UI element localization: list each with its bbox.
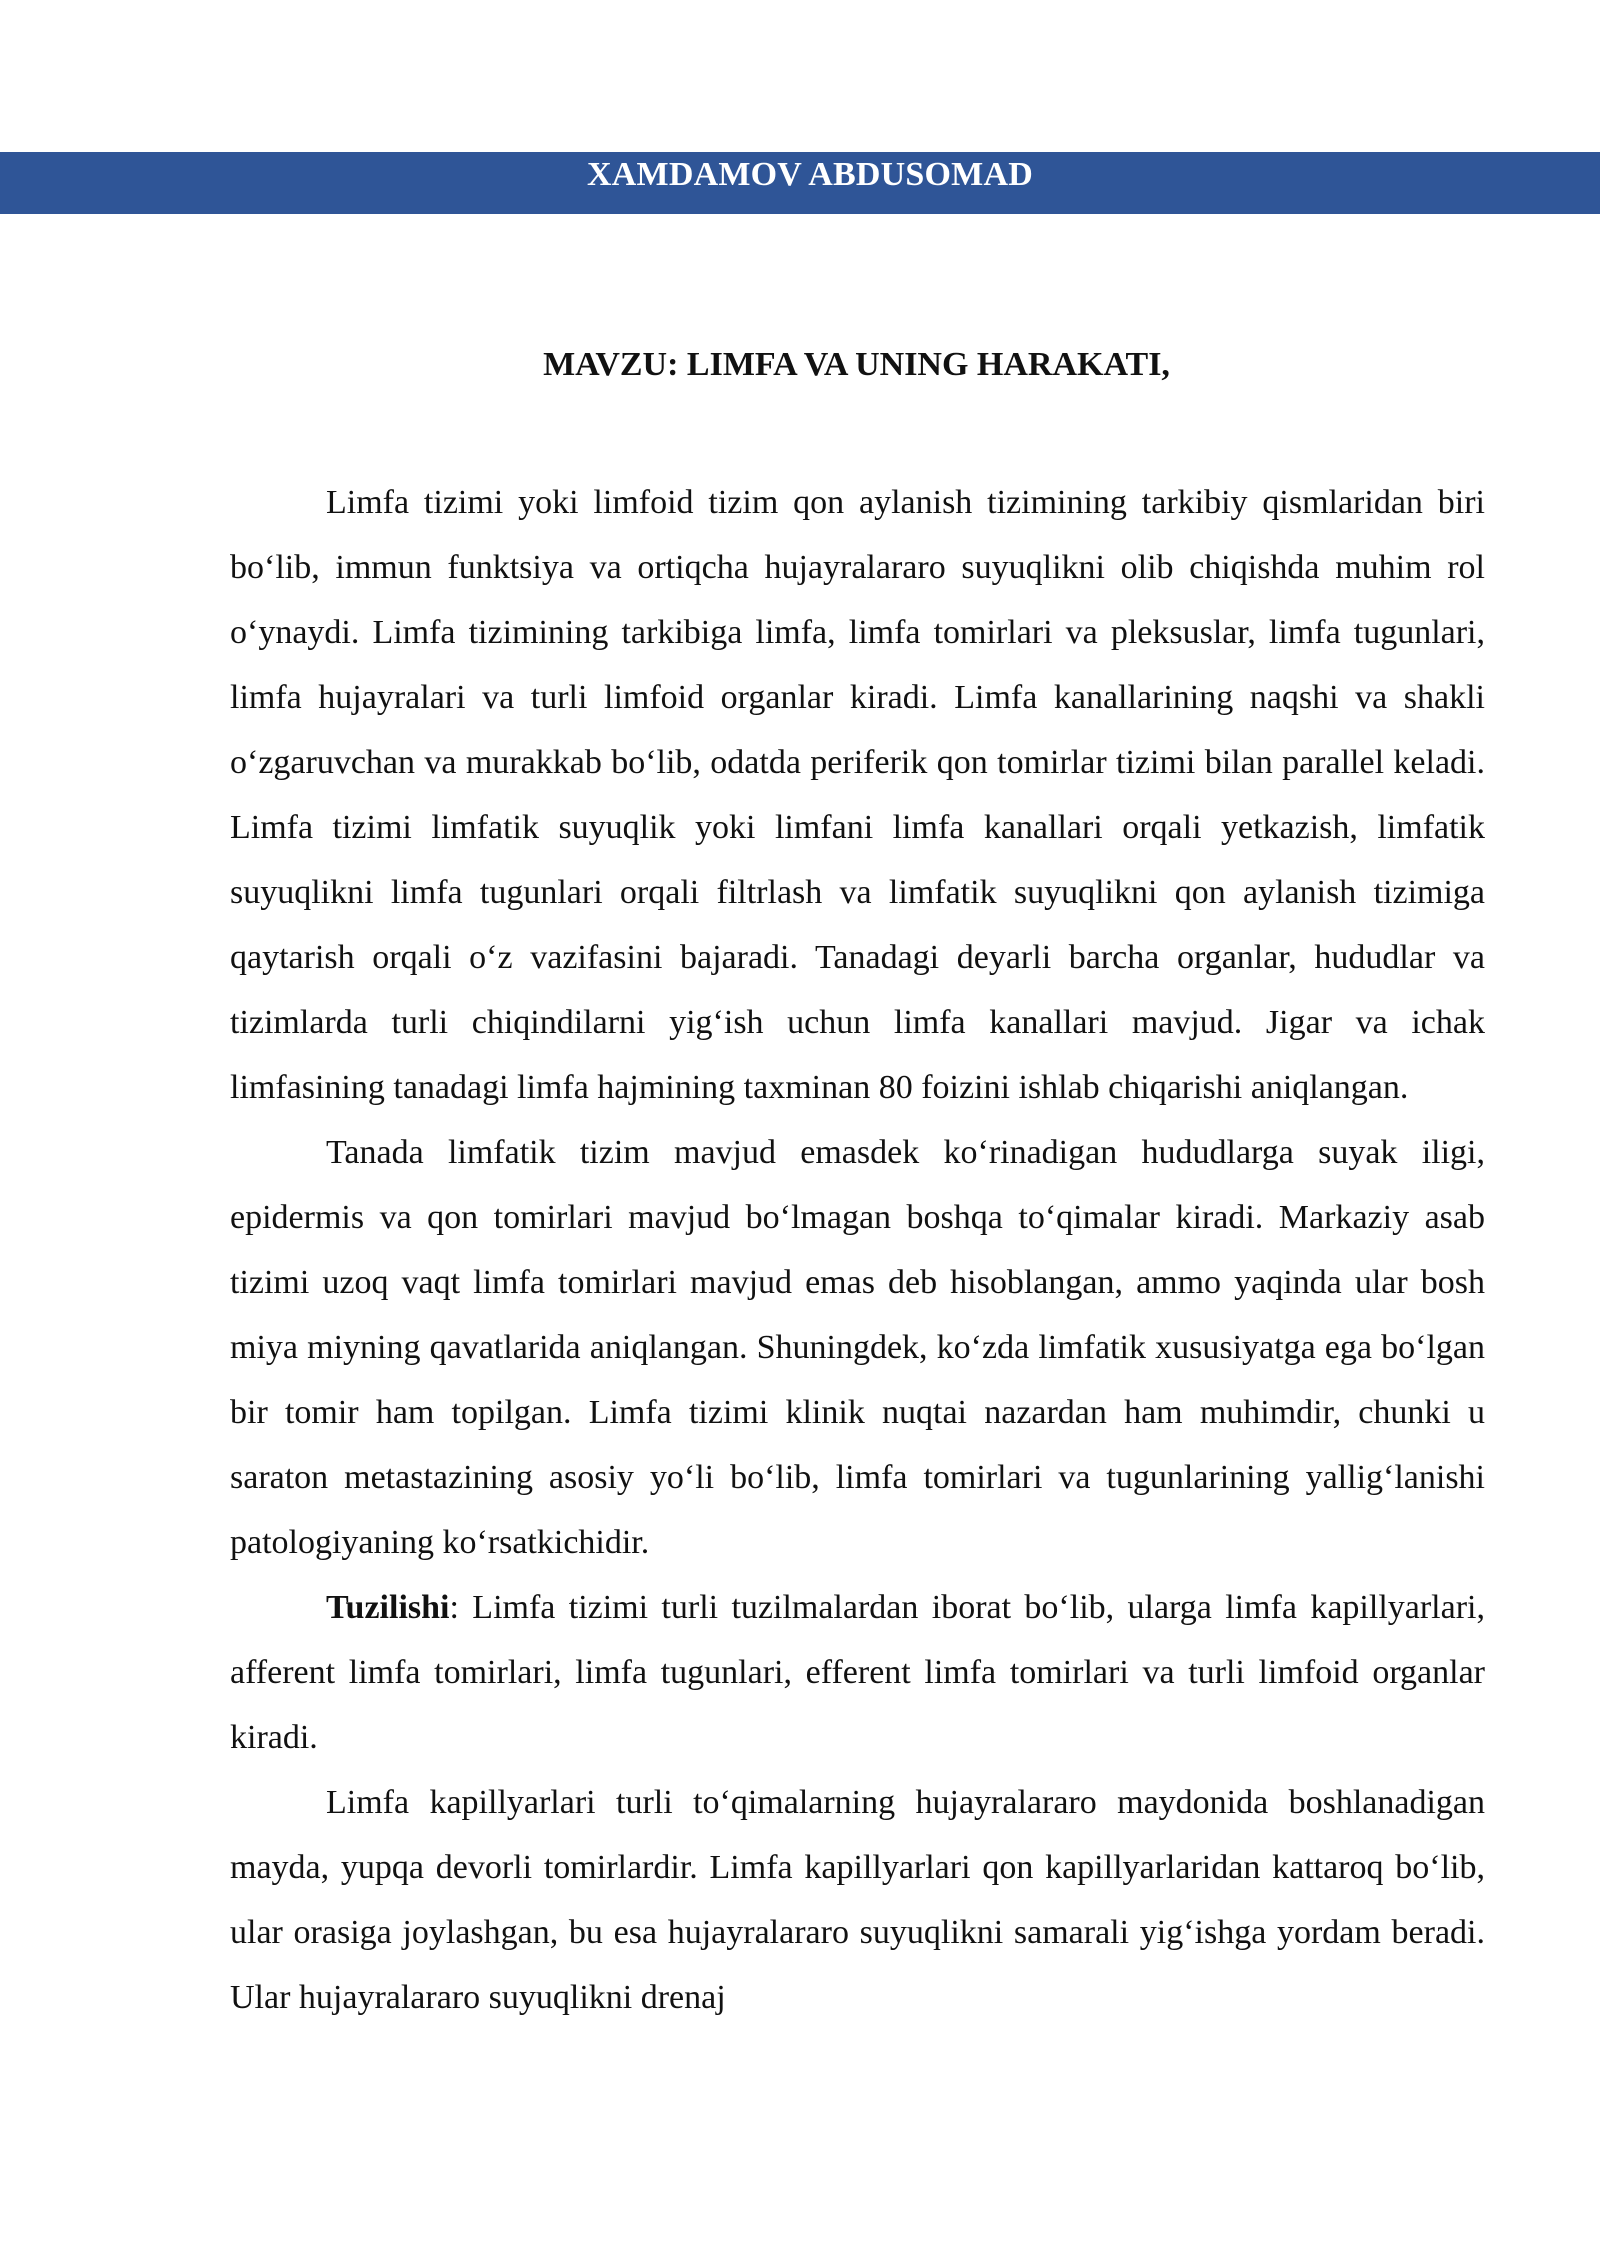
author-name: XAMDAMOV ABDUSOMAD: [587, 156, 1033, 193]
structure-text: : Limfa tizimi turli tuzilmalardan iborat bo‘lib, ularga limfa kapillyarlari, afferent limfa tomirlari, limfa tugunlari, efferent limfa tomirlari va turli limfoid organlar kiradi.: [230, 1589, 1485, 1756]
document-title: MAVZU: LIMFA VA UNING HARAKATI,: [543, 346, 1170, 383]
paragraph-regions: Tanada limfatik tizim mavjud emasdek ko‘rinadigan hududlarga suyak iligi, epidermis va qon tomirlari mavjud bo‘lmagan boshqa to‘qimalar kiradi. Markaziy asab tizimi uzoq vaqt limfa tomirlari mavjud emas deb hisoblangan, ammo yaqinda ular bosh miya miyning qavatlarida aniqlangan. Shuningdek, ko‘zda limfatik xususiyatga ega bo‘lgan bir tomir ham topilgan. Limfa tizimi klinik nuqtai nazardan ham muhimdir, chunki u saraton metastazining asosiy yo‘li bo‘lib, limfa tomirlari va tugunlarining yallig‘lanishi patologiyaning ko‘rsatkichidir.: [230, 1134, 1485, 1561]
paragraph-structure: [230, 1575, 1485, 1770]
structure-heading: Tuzilishi: [326, 1589, 450, 1626]
paragraph-intro: Limfa tizimi yoki limfoid tizim qon aylanish tizimining tarkibiy qismlaridan biri bo‘lib, immun funktsiya va ortiqcha hujayralararo suyuqlikni olib chiqishda muhim rol o‘ynaydi. Limfa tizimining tarkibiga limfa, limfa tomirlari va pleksuslar, limfa tugunlari, limfa hujayralari va turli limfoid organlar kiradi. Limfa kanallarining naqshi va shakli o‘zgaruvchan va murakkab bo‘lib, odatda periferik qon tomirlar tizimi bilan parallel keladi. Limfa tizimi limfatik suyuqlik yoki limfani limfa kanallari orqali yetkazish, limfatik suyuqlikni limfa tugunlari orqali filtrlash va limfatik suyuqlikni qon aylanish tizimiga qaytarish orqali o‘z vazifasini bajaradi. Tanadagi deyarli barcha organlar, hududlar va tizimlarda turli chiqindilarni yig‘ish uchun limfa kanallari mavjud. Jigar va ichak limfasining tanadagi limfa hajmining taxminan 80 foizini ishlab chiqarishi aniqlangan.: [230, 484, 1485, 1106]
paragraph-capillaries: Limfa kapillyarlari turli to‘qimalarning hujayralararo maydonida boshlanadigan mayda, yupqa devorli tomirlardir. Limfa kapillyarlari qon kapillyarlaridan kattaroq bo‘lib, ular orasiga joylashgan, bu esa hujayralararo suyuqlikni samarali yig‘ishga yordam beradi. Ular hujayralararo suyuqlikni drenaj: [230, 1784, 1485, 2016]
document-body: [230, 470, 1485, 2030]
